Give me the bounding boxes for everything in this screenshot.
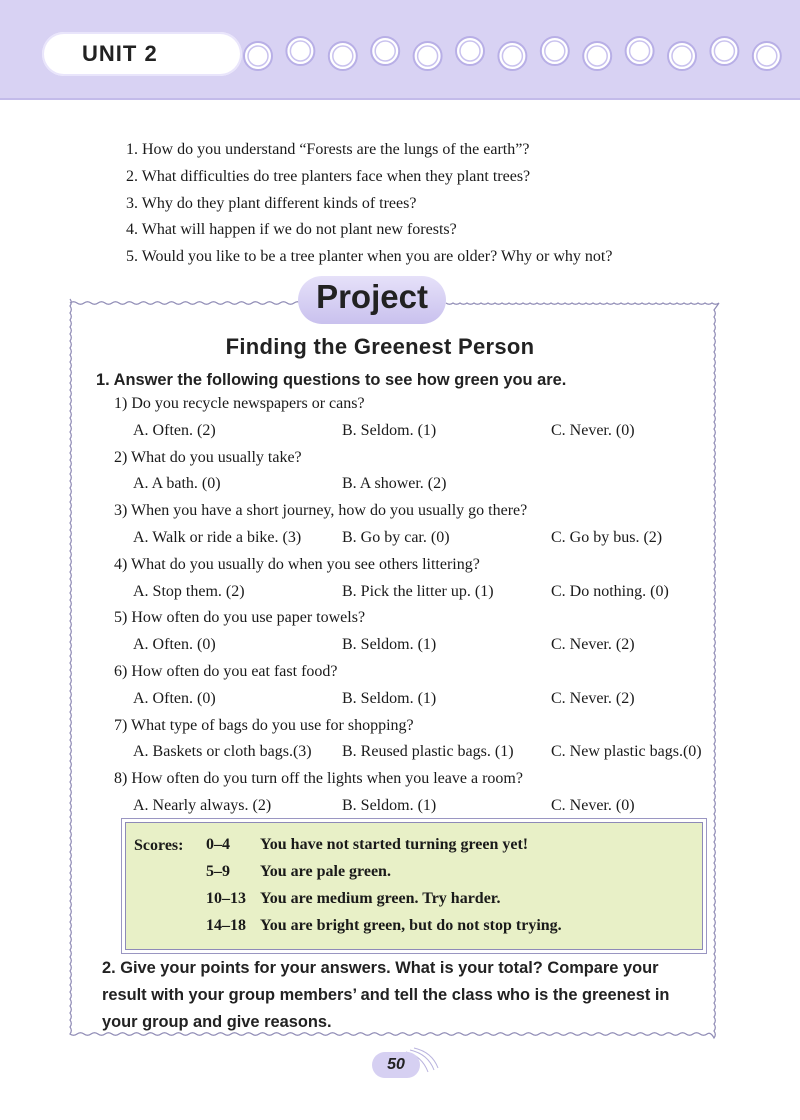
score-range: 14–18 bbox=[206, 917, 246, 934]
score-text: You have not started turning green yet! bbox=[260, 836, 529, 853]
quiz-question-row bbox=[0, 552, 800, 579]
project-tab bbox=[298, 276, 446, 324]
quiz-question: 6) How often do you eat fast food? bbox=[114, 662, 338, 680]
quiz-options-row bbox=[0, 739, 800, 766]
quiz-option-b: B. Seldom. (1) bbox=[342, 689, 437, 707]
question-item: 5. Would you like to be a tree planter when you are older? Why or why not? bbox=[126, 248, 613, 266]
quiz-question-row bbox=[0, 445, 800, 472]
quiz-option-a: A. Often. (0) bbox=[133, 689, 216, 707]
quiz-question: 3) When you have a short journey, how do you usually go there? bbox=[114, 502, 528, 520]
quiz-question: 1) Do you recycle newspapers or cans? bbox=[114, 395, 365, 412]
quiz-question: 8) How often do you turn off the lights when you leave a room? bbox=[114, 770, 523, 788]
question-item: 3. Why do they plant different kinds of trees? bbox=[126, 194, 417, 212]
question-item: 2. What difficulties do tree planters face when they plant trees? bbox=[126, 167, 531, 185]
quiz-option-a: A. Stop them. (2) bbox=[133, 582, 245, 600]
quiz-option-c: C. Never. (0) bbox=[551, 421, 635, 439]
score-range: 10–13 bbox=[206, 890, 246, 907]
question-item: 1. How do you understand “Forests are the lungs of the earth”? bbox=[126, 141, 530, 158]
quiz-option-b: B. Seldom. (1) bbox=[342, 796, 437, 814]
score-range: 5–9 bbox=[206, 863, 230, 880]
quiz-options-row bbox=[0, 793, 800, 820]
question-item: 4. What will happen if we do not plant new forests? bbox=[126, 221, 457, 239]
quiz-option-c: C. Never. (0) bbox=[551, 796, 635, 814]
unit-label: UNIT 2 bbox=[82, 41, 158, 66]
quiz-options-row bbox=[0, 579, 800, 606]
task-2-instruction: 2. Give your points for your answers. What is your total? Compare your result with your group members’ and tell the class who is the greenest in your group and give reasons. bbox=[102, 959, 670, 1031]
quiz-options-row bbox=[0, 632, 800, 659]
quiz-question-row bbox=[0, 766, 800, 793]
task-1-instruction: 1. Answer the following questions to see how green you are. bbox=[96, 371, 567, 389]
green-quiz bbox=[0, 391, 800, 820]
quiz-options-row bbox=[0, 525, 800, 552]
quiz-question: 2) What do you usually take? bbox=[114, 448, 302, 466]
section-title: Finding the Greenest Person bbox=[225, 334, 535, 359]
quiz-options-row bbox=[0, 418, 800, 445]
scores-box bbox=[125, 822, 703, 950]
quiz-option-a: A. Often. (2) bbox=[133, 421, 216, 439]
project-title: Project bbox=[316, 278, 428, 315]
quiz-option-b: B. Seldom. (1) bbox=[342, 421, 437, 439]
quiz-question-row bbox=[0, 713, 800, 740]
quiz-option-b: B. Seldom. (1) bbox=[342, 636, 437, 654]
quiz-option-b: B. Go by car. (0) bbox=[342, 528, 450, 546]
quiz-option-a: A. A bath. (0) bbox=[133, 475, 221, 493]
quiz-option-c: C. Never. (2) bbox=[551, 689, 635, 707]
quiz-option-a: A. Nearly always. (2) bbox=[133, 796, 272, 814]
score-range: 0–4 bbox=[206, 836, 230, 853]
quiz-options-row bbox=[0, 471, 800, 498]
quiz-option-a: A. Walk or ride a bike. (3) bbox=[133, 528, 302, 546]
quiz-option-b: B. Reused plastic bags. (1) bbox=[342, 743, 514, 761]
score-text: You are medium green. Try harder. bbox=[260, 890, 501, 907]
quiz-question: 5) How often do you use paper towels? bbox=[114, 609, 366, 627]
quiz-question: 7) What type of bags do you use for shopping? bbox=[114, 716, 414, 734]
quiz-option-b: B. Pick the litter up. (1) bbox=[342, 582, 494, 600]
quiz-question-row bbox=[0, 391, 800, 418]
quiz-option-c: C. Never. (2) bbox=[551, 636, 635, 654]
quiz-options-row bbox=[0, 686, 800, 713]
quiz-option-c: C. Do nothing. (0) bbox=[551, 582, 669, 600]
quiz-option-c: C. New plastic bags.(0) bbox=[551, 743, 702, 761]
quiz-option-a: A. Baskets or cloth bags.(3) bbox=[133, 743, 312, 761]
score-text: You are pale green. bbox=[260, 863, 391, 880]
score-text: You are bright green, but do not stop trying. bbox=[260, 917, 562, 934]
scores-label: Scores: bbox=[134, 837, 184, 854]
quiz-question-row bbox=[0, 498, 800, 525]
quiz-option-b: B. A shower. (2) bbox=[342, 475, 447, 493]
quiz-question-row bbox=[0, 659, 800, 686]
quiz-question-row bbox=[0, 605, 800, 632]
page-number: 50 bbox=[372, 1052, 420, 1078]
quiz-option-c: C. Go by bus. (2) bbox=[551, 528, 663, 546]
quiz-question: 4) What do you usually do when you see others littering? bbox=[114, 555, 480, 573]
quiz-option-a: A. Often. (0) bbox=[133, 636, 216, 654]
